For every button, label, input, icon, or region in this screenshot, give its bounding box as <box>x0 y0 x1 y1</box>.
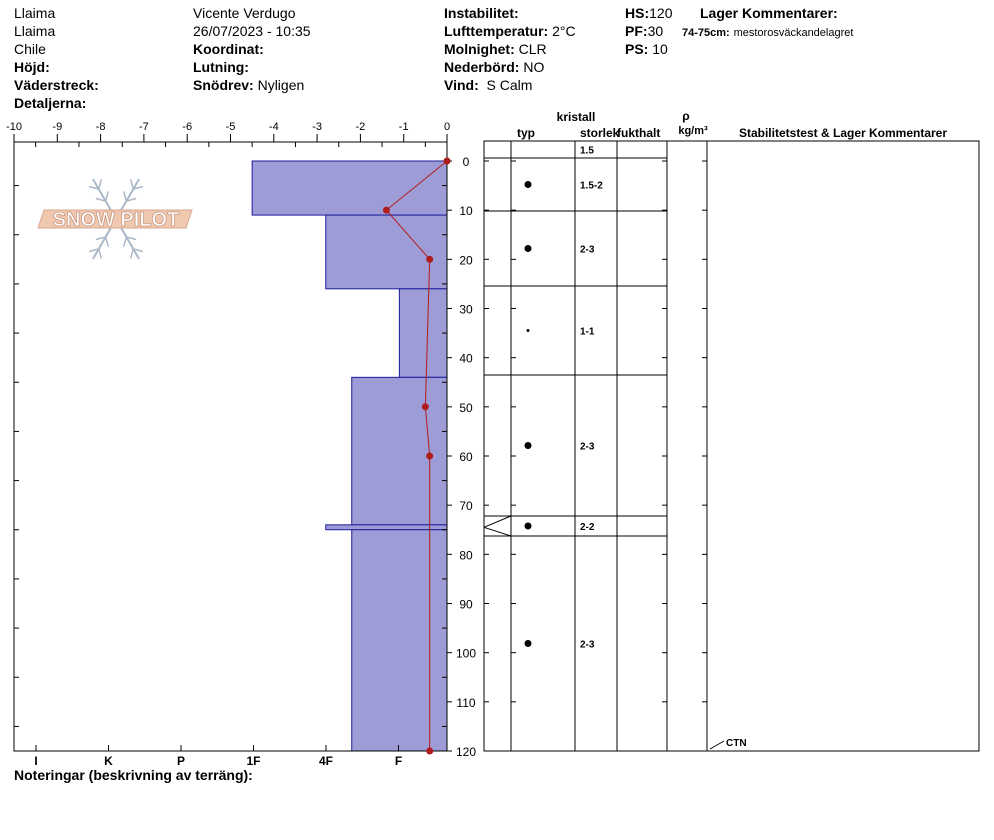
layer-connector <box>484 516 511 527</box>
depth-tick-label: 50 <box>459 400 473 415</box>
hardness-bar <box>326 525 447 530</box>
coordinate-label: Koordinat: <box>193 41 264 57</box>
wind-loading-label: Snödrev: <box>193 77 254 93</box>
elevation-label: Höjd: <box>14 59 50 75</box>
temp-tick-label: 0 <box>443 121 451 133</box>
layer-size: 2-2 <box>580 522 595 533</box>
crystal-header: kristall <box>556 110 596 124</box>
details-label: Detaljerna: <box>14 95 87 111</box>
slope-label: Lutning: <box>193 59 249 75</box>
temperature-point <box>383 207 390 214</box>
depth-tick-label: 40 <box>459 351 473 366</box>
crystal-type-symbol <box>527 329 530 332</box>
snowflake-branch <box>106 237 109 247</box>
depth-tick-label: 60 <box>459 450 473 464</box>
crystal-size-header: storlek <box>580 126 620 140</box>
observer-name: Vicente Verdugo <box>193 5 296 21</box>
hardness-profile <box>252 161 447 751</box>
hardness-bar <box>252 161 447 215</box>
temp-tick-label: -8 <box>95 121 106 133</box>
crystal-type-symbol <box>525 640 532 647</box>
snow-height-value: 120 <box>649 5 673 21</box>
crystal-type-header: typ <box>517 126 535 140</box>
temp-tick-label: -5 <box>225 121 236 133</box>
instability-label: Instabilitet: <box>444 5 519 21</box>
layer-comment-text: mestorosväckandelagret <box>733 27 854 39</box>
stability-test-result: CTN <box>726 738 747 749</box>
temperature-point <box>426 748 433 755</box>
temp-tick-label: -4 <box>268 121 279 133</box>
layer-size: 1.5 <box>580 145 594 157</box>
ski-penetration-label: PS: <box>625 41 649 57</box>
layer-connector <box>484 527 511 536</box>
depth-tick-label: 120 <box>455 745 477 759</box>
temperature-point <box>422 403 429 410</box>
temperature-point <box>444 158 451 165</box>
snowpilot-logo <box>38 179 192 259</box>
temp-tick-label: -2 <box>355 121 366 133</box>
sky-cover-label: Molnighet: <box>444 41 515 57</box>
location-name: Llaima <box>14 23 56 39</box>
foot-penetration-value: 30 <box>647 23 664 39</box>
depth-tick-label: 110 <box>456 695 476 710</box>
layer-size: 1.5-2 <box>580 180 603 192</box>
hardness-tick-label: 4F <box>318 754 334 768</box>
hardness-tick-label: K <box>104 754 113 768</box>
snowflake-branch <box>131 179 134 189</box>
temp-tick-label: -7 <box>139 121 149 133</box>
air-temperature-value: 2°C <box>552 23 576 39</box>
depth-tick-label: 90 <box>459 597 473 612</box>
layer-size: 2-3 <box>580 244 595 256</box>
sky-cover-value: CLR <box>518 41 547 57</box>
notes-label: Noteringar (beskrivning av terräng): <box>14 767 253 783</box>
layer-comments-label: Lager Kommentarer: <box>700 5 838 21</box>
snowflake-branch <box>99 249 102 259</box>
ctn-pointer <box>710 741 724 749</box>
wind-value: S Calm <box>486 77 533 93</box>
air-temperature-label: Lufttemperatur: <box>444 23 549 39</box>
wind-label: Vind: <box>444 77 479 93</box>
crystal-type-symbol <box>525 245 532 252</box>
observation-datetime: 26/07/2023 - 10:35 <box>193 23 311 39</box>
depth-tick-label: 70 <box>459 499 473 514</box>
hardness-tick-label: F <box>394 754 403 768</box>
country: Chile <box>14 41 46 57</box>
site-name: Llaima <box>14 5 56 21</box>
wind-loading-value: Nyligen <box>257 77 305 93</box>
snowflake-branch <box>131 249 134 259</box>
temperature-point <box>426 256 433 263</box>
snowflake-branch <box>99 179 102 189</box>
temperature-point <box>426 453 433 460</box>
hardness-bar <box>399 289 447 378</box>
hardness-bar <box>352 377 447 525</box>
stability-header: Stabilitetstest & Lager Kommentarer <box>738 126 948 140</box>
depth-tick-label: 10 <box>459 204 473 219</box>
layer-size: 2-3 <box>580 639 595 651</box>
crystal-type-symbol <box>525 181 532 188</box>
table-frame <box>484 141 979 751</box>
temp-tick-label: -9 <box>52 121 63 133</box>
temp-tick-label: -1 <box>398 121 409 133</box>
depth-tick-label: 20 <box>459 253 473 268</box>
crystal-type-symbol <box>525 442 532 449</box>
temp-tick-label: -3 <box>312 121 322 133</box>
crystal-type-symbol <box>525 523 532 530</box>
depth-tick-label: 30 <box>459 302 473 317</box>
temp-tick-label: -10 <box>6 121 22 133</box>
hardness-tick-label: 1F <box>246 754 261 768</box>
density-unit: kg/m³ <box>678 125 708 137</box>
hardness-bar <box>352 530 447 751</box>
snow-height-label: HS: <box>625 5 650 21</box>
hardness-tick-label: I <box>34 754 38 768</box>
layer-table <box>484 109 979 751</box>
hardness-tick-label: P <box>176 754 186 768</box>
logo-text: SNOW PILOT <box>52 209 180 231</box>
aspect-label: Väderstreck: <box>14 77 99 93</box>
moisture-header: fukthalt <box>617 126 661 140</box>
temp-tick-label: -6 <box>182 121 193 133</box>
foot-penetration-label: PF: <box>625 23 648 39</box>
depth-tick-label: 0 <box>462 155 470 169</box>
depth-tick-label: 100 <box>455 646 477 661</box>
precipitation-label: Nederbörd: <box>444 59 520 75</box>
layer-size: 1-1 <box>580 326 595 338</box>
layer-comment-depth: 74-75cm: <box>682 27 730 39</box>
ski-penetration-value: 10 <box>652 41 668 57</box>
depth-tick-label: 80 <box>459 548 473 563</box>
snowflake-branch <box>124 237 127 247</box>
snowflake-branch <box>106 191 109 201</box>
density-header: ρ <box>682 109 690 123</box>
precipitation-value: NO <box>523 59 545 75</box>
snowflake-branch <box>124 191 127 201</box>
layer-size: 2-3 <box>580 441 595 453</box>
